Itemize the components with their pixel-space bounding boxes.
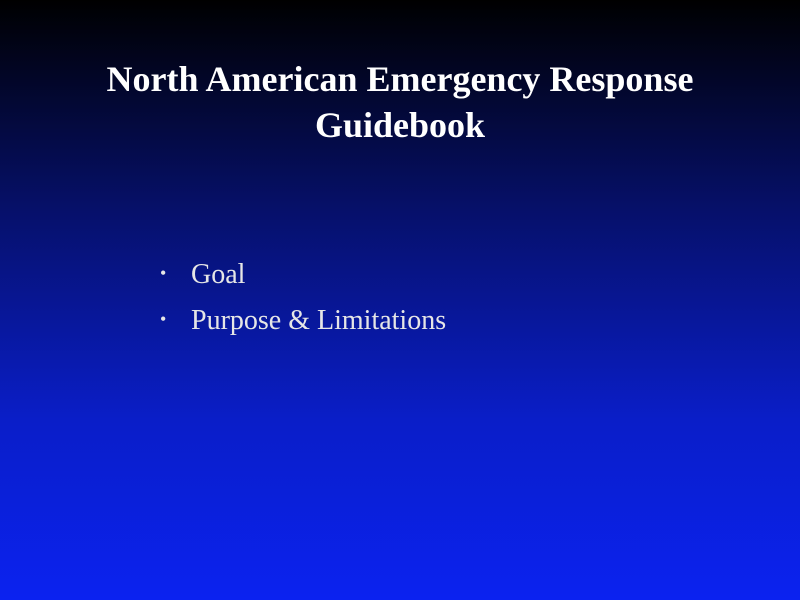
bullet-list: [160, 252, 446, 344]
bullet-item-purpose-limitations: [160, 298, 446, 344]
bullet-text: Goal: [191, 259, 246, 290]
bullet-icon: •: [160, 263, 167, 283]
slide-title: North American Emergency Response Guidebook: [106, 59, 694, 145]
bullet-text: Purpose & Limitations: [191, 305, 447, 336]
bullet-icon: •: [160, 309, 167, 329]
bullet-item-goal: [160, 252, 446, 298]
